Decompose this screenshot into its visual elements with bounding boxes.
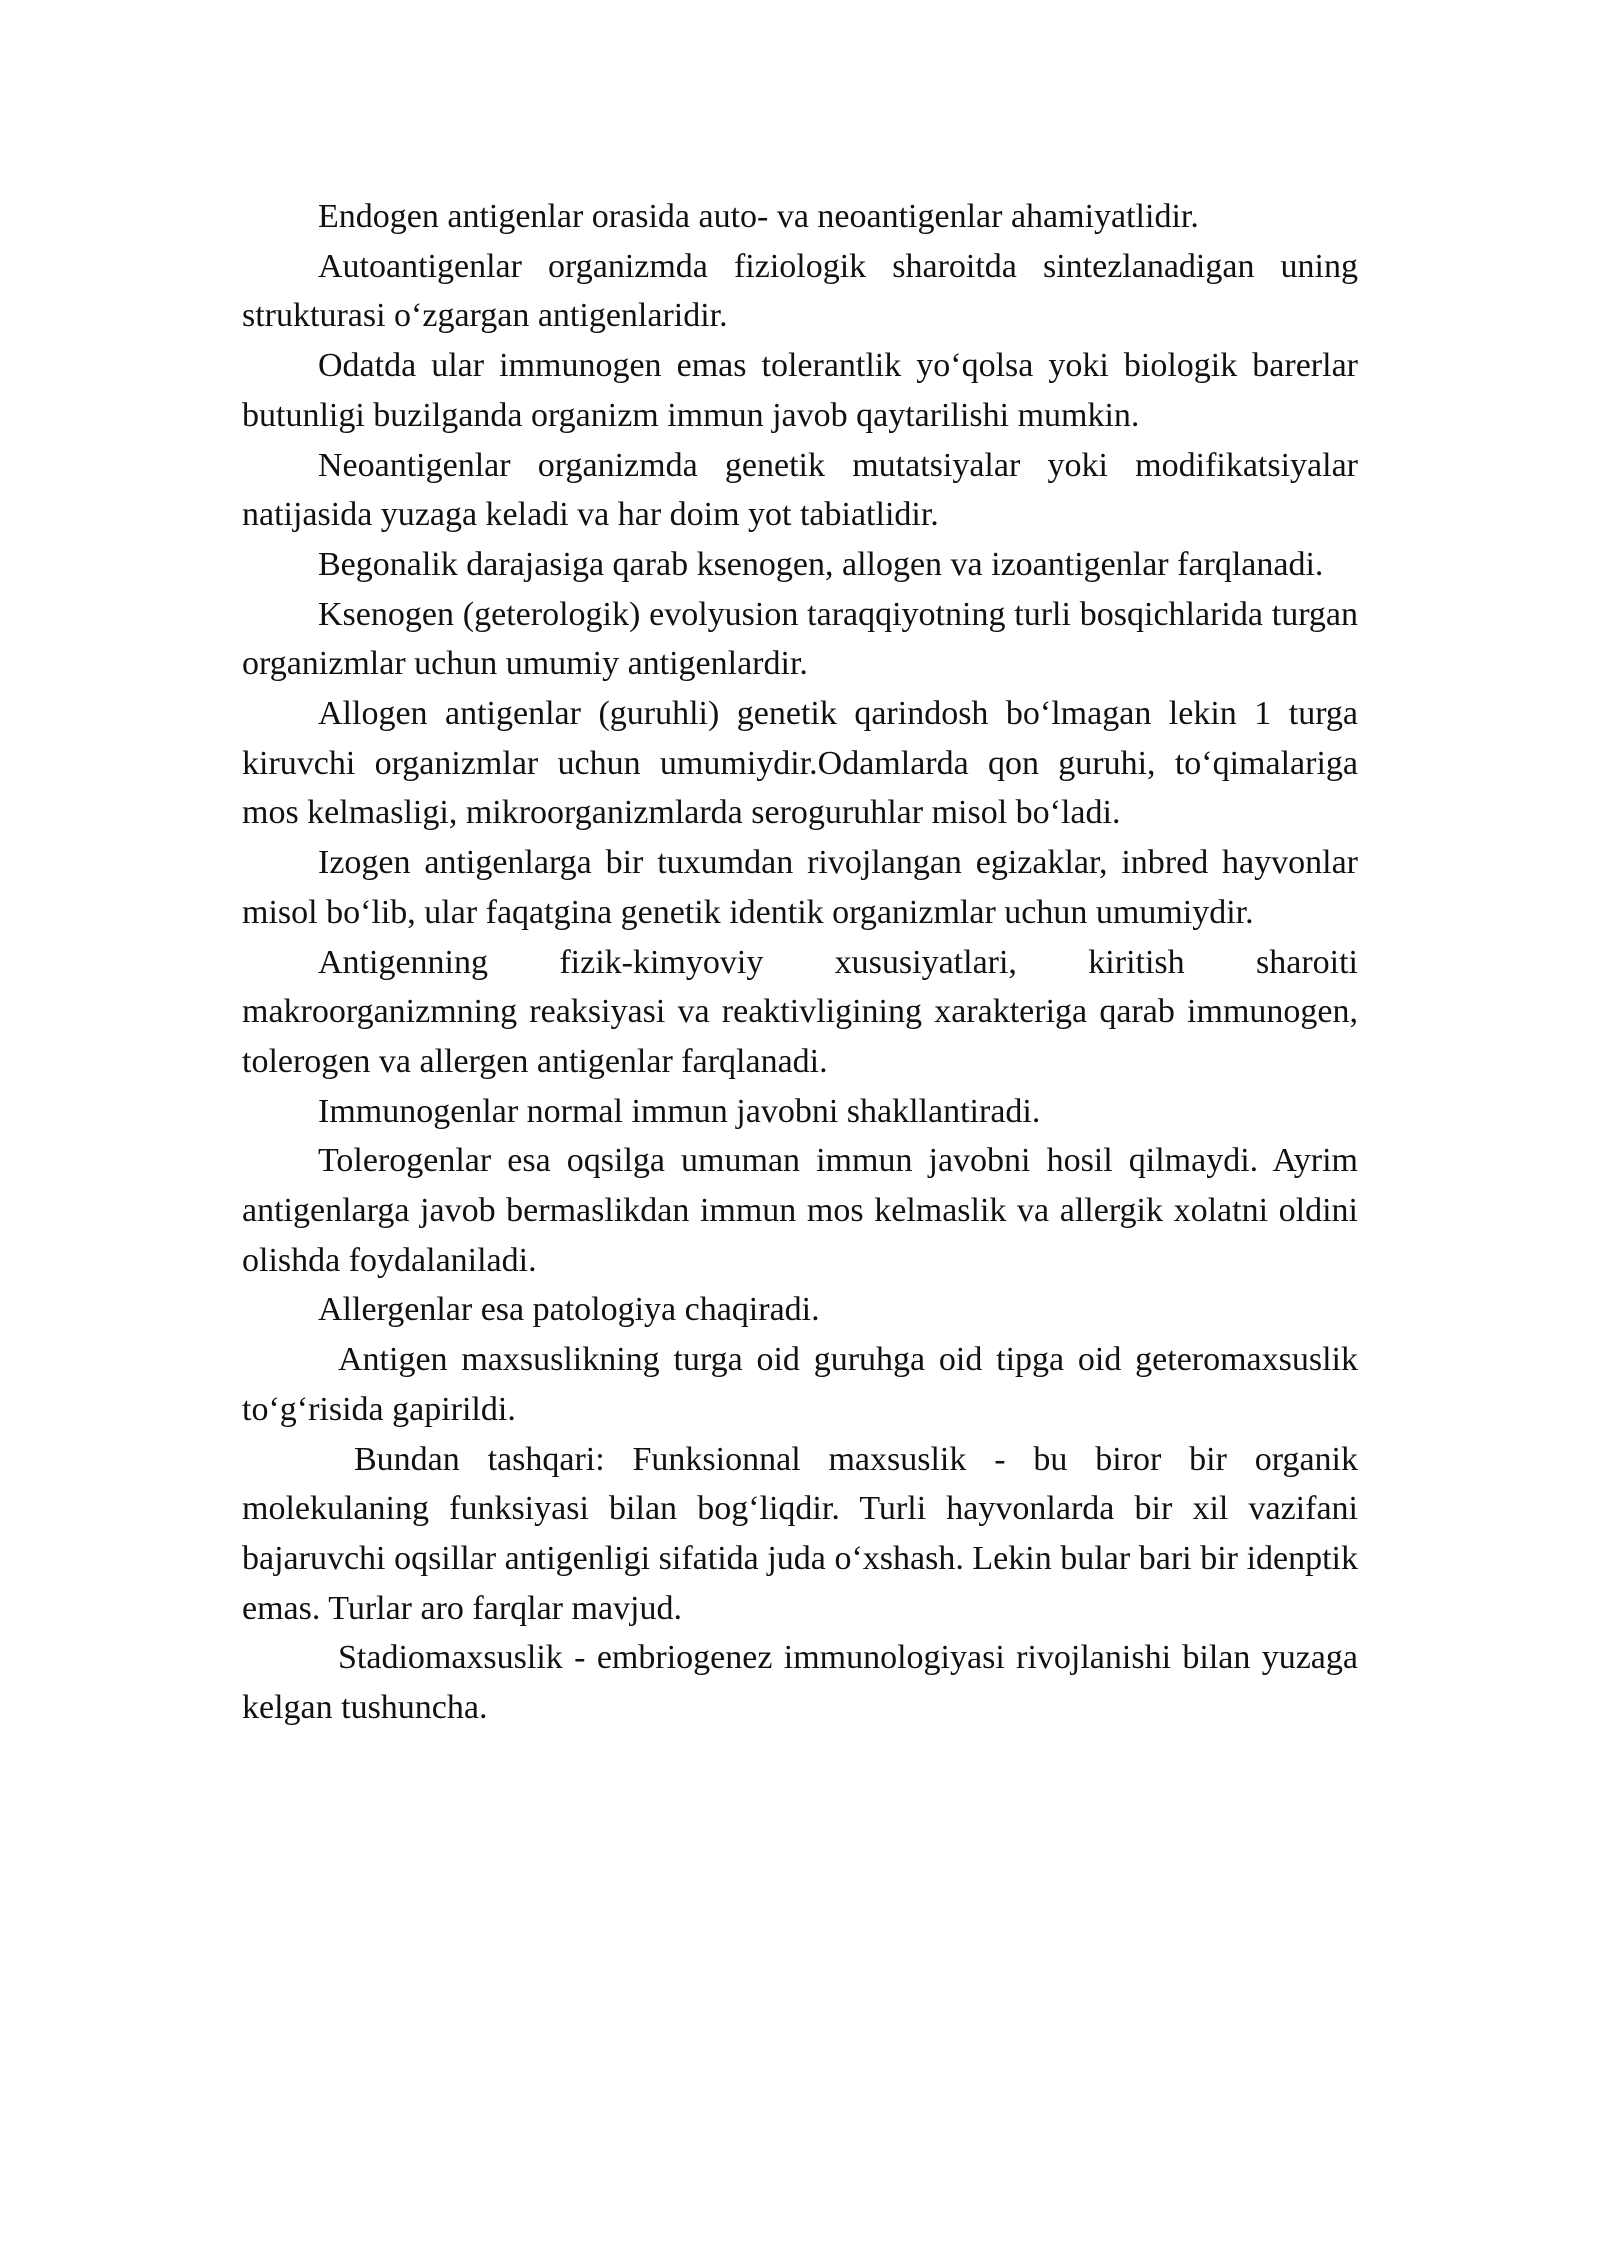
paragraph-ksenogen: Ksenogen (geterologik) evolyusion taraqqiyotning turli bosqichlarida turgan organizmlar uchun umumiy antigenlardir. (242, 595, 1358, 683)
paragraph-antigen-maxsuslik: Antigen maxsuslikning turga oid guruhga oid tipga oid geteromaxsuslik to‘g‘risida gapirildi. (242, 1341, 1358, 1428)
paragraph-immunogenlar: Immunogenlar normal immun javobni shakllantiradi. (318, 1092, 1041, 1130)
paragraph-antigenning: Antigenning fizik-kimyoviy xususiyatlari, kiritish sharoiti makroorganizmning reaksiyasi va reaktivligining xarakteriga qarab immunogen, tolerogen va allergen antigenlar farqlanadi. (242, 943, 1358, 1080)
paragraph-stadiomaxsuslik: Stadiomaxsuslik - embriogenez immunologiyasi rivojlanishi bilan yuzaga kelgan tushuncha. (242, 1639, 1358, 1727)
paragraph-izogen: Izogen antigenlarga bir tuxumdan rivojlangan egizaklar, inbred hayvonlar misol bo‘lib, ular faqatgina genetik identik organizmlar uchun umumiydir. (242, 844, 1358, 931)
paragraph-odatda: Odatda ular immunogen emas tolerantlik yo‘qolsa yoki biologik barerlar butunligi buzilganda organizm immun javob qaytarilishi mumkin. (242, 347, 1358, 434)
paragraph-tolerogenlar: Tolerogenlar esa oqsilga umuman immun javobni hosil qilmaydi. Ayrim antigenlarga javob bermaslikdan immun mos kelmaslik va allergik xolatni oldini olishda foydalaniladi. (242, 1142, 1358, 1279)
paragraph-allergenlar: Allergenlar esa patologiya chaqiradi. (318, 1291, 820, 1329)
body-text (242, 192, 1358, 1733)
paragraph-bundan-tashqari: Bundan tashqari: Funksionnal maxsuslik - bu biror bir organik molekulaning funksiyasi bilan bog‘liqdir. Turli hayvonlarda bir xil vazifani bajaruvchi oqsillar antigenligi sifatida juda o‘xshash. Lekin bular bari bir idenptik emas. Turlar aro farqlar mavjud. (242, 1440, 1358, 1627)
paragraph-endogen: Endogen antigenlar orasida auto- va neoantigenlar ahamiyatlidir. (318, 198, 1199, 235)
paragraph-autoantigenlar: Autoantigenlar organizmda fiziologik sharoitda sintezlanadigan uning strukturasi o‘zgargan antigenlaridir. (242, 247, 1358, 335)
paragraph-neoantigenlar: Neoantigenlar organizmda genetik mutatsiyalar yoki modifikatsiyalar natijasida yuzaga keladi va har doim yot tabiatlidir. (242, 446, 1358, 534)
paragraph-begonalik: Begonalik darajasiga qarab ksenogen, allogen va izoantigenlar farqlanadi. (318, 545, 1324, 583)
paragraph-allogen: Allogen antigenlar (guruhli) genetik qarindosh bo‘lmagan lekin 1 turga kiruvchi organizmlar uchun umumiydir.Odamlarda qon guruhi, to‘qimalariga mos kelmasligi, mikroorganizmlarda seroguruhlar misol bo‘ladi. (242, 695, 1358, 832)
